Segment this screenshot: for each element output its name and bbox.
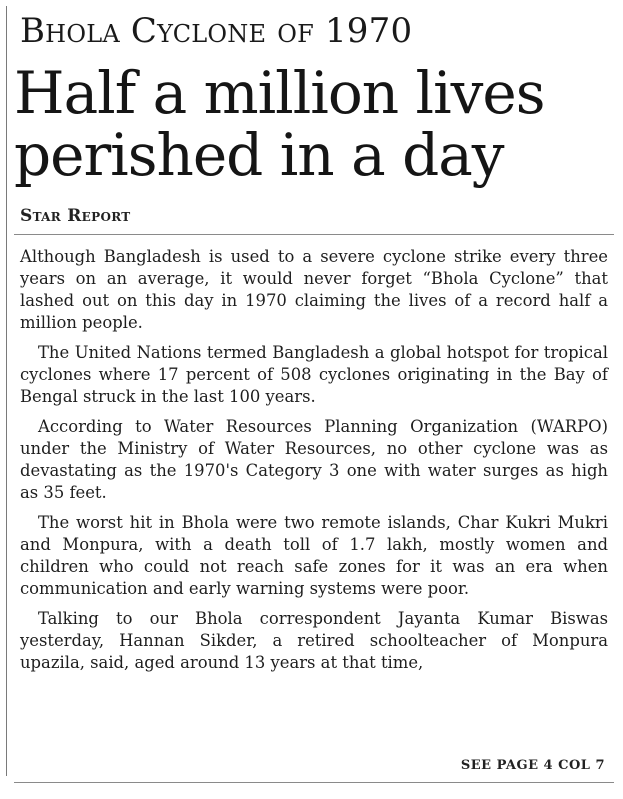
byline: Star Report: [20, 206, 131, 226]
byline-divider: [14, 234, 614, 235]
paragraph-1: Although Bangladesh is used to a severe cyclone strike every three years on an average, it would never forget “Bhola Cyclone” that lashed out on this day in 1970 claiming the lives of a record half a million people.: [20, 247, 608, 332]
bottom-divider: [14, 782, 614, 783]
headline-line-2: perished in a day: [14, 121, 504, 189]
paragraph-5: Talking to our Bhola correspondent Jayanta Kumar Biswas yesterday, Hannan Sikder, a retired schoolteacher of Monpura upazila, said, aged around 13 years at that time,: [20, 609, 608, 672]
continuation-link[interactable]: SEE PAGE 4 COL 7: [460, 758, 605, 773]
kicker: Bhola Cyclone of 1970: [20, 11, 413, 51]
paragraph-3: According to Water Resources Planning Organization (WARPO) under the Ministry of Water Resources, no other cyclone was as devastating as the 1970's Category 3 one with water surges as high as 35 feet.: [20, 417, 608, 502]
headline-line-1: Half a million lives: [14, 59, 545, 127]
column-rule: [6, 6, 7, 776]
headline: [14, 59, 614, 189]
paragraph-4: The worst hit in Bhola were two remote islands, Char Kukri Mukri and Monpura, with a death toll of 1.7 lakh, mostly women and children who could not reach safe zones for it was an era when communication and early warning systems were poor.: [20, 513, 608, 598]
article-body: [20, 246, 608, 682]
paragraph-2: The United Nations termed Bangladesh a global hotspot for tropical cyclones where 17 percent of 508 cyclones originating in the Bay of Bengal struck in the last 100 years.: [20, 343, 608, 406]
